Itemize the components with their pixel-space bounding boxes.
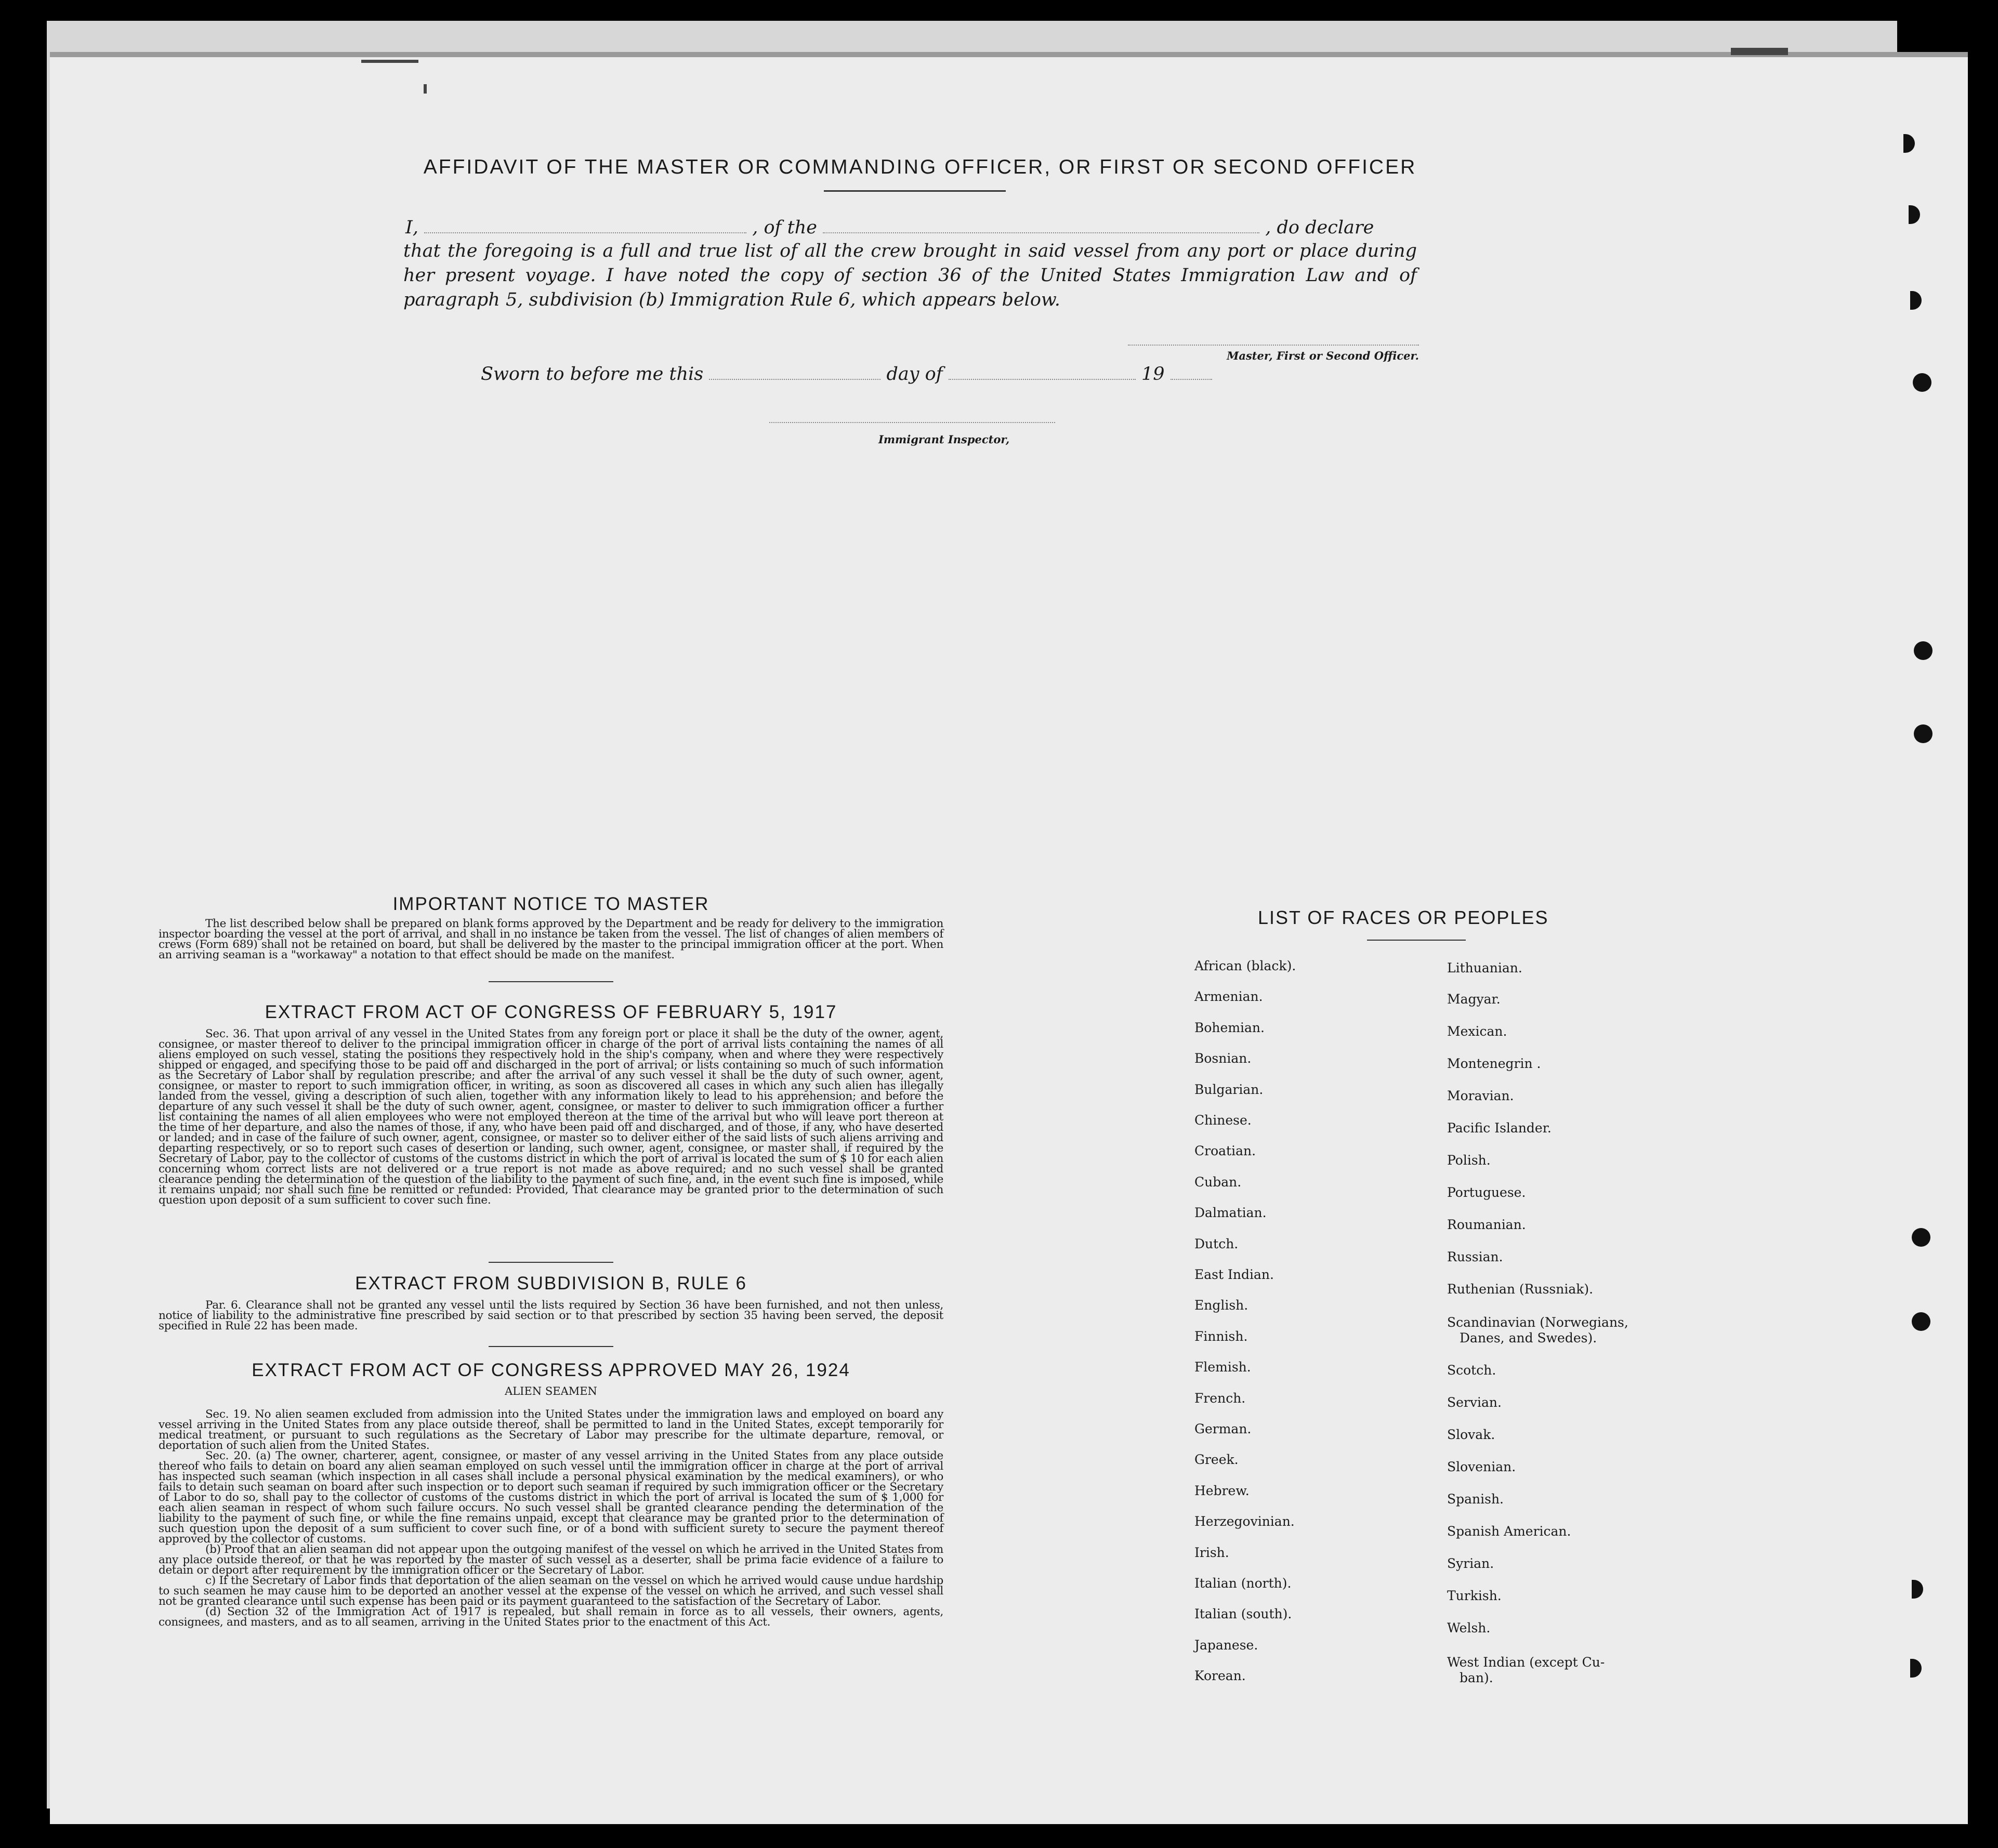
notice-title: IMPORTANT NOTICE TO MASTER [392, 894, 709, 914]
binder-hole [1914, 641, 1933, 660]
race-item: Servian. [1447, 1395, 1502, 1410]
race-item: Roumanian. [1447, 1217, 1526, 1232]
day-of-text: day of [886, 364, 943, 385]
race-item: Montenegrin . [1447, 1056, 1541, 1071]
race-item: Spanish American. [1447, 1524, 1571, 1539]
race-item: Welsh. [1447, 1620, 1491, 1635]
race-item: Herzegovinian. [1194, 1514, 1295, 1529]
race-item: Syrian. [1447, 1556, 1494, 1571]
race-item: Polish. [1447, 1153, 1491, 1168]
race-item: Italian (south). [1194, 1606, 1292, 1622]
race-item: Flemish. [1194, 1359, 1251, 1375]
affidavit-title-underline [824, 190, 1006, 192]
binder-hole [1913, 373, 1931, 392]
rule6-title: EXTRACT FROM SUBDIVISION B, RULE 6 [355, 1273, 747, 1293]
race-item: Pacific Islander. [1447, 1120, 1552, 1136]
extract-1924-title: EXTRACT FROM ACT OF CONGRESS APPROVED MAY 26, 1924 [252, 1360, 850, 1380]
affidavit-do-declare: , do declare [1265, 217, 1374, 238]
race-item: Moravian. [1447, 1088, 1514, 1103]
race-item: Russian. [1447, 1249, 1503, 1264]
race-item: Cuban. [1194, 1174, 1242, 1190]
extract-1917-divider [489, 1262, 613, 1263]
vessel-name-field[interactable] [823, 232, 1259, 233]
race-item: Italian (north). [1194, 1576, 1292, 1591]
race-item: Danes, and Swedes). [1460, 1330, 1597, 1345]
notice-body [159, 919, 943, 960]
race-item: German. [1194, 1421, 1252, 1436]
sec19-text: Sec. 19. No alien seamen excluded from admission into the United States under the immigration laws and employed on board any vessel arriving in the United States from any place outside thereof, shall be permitted to land in the United States, except temporarily for medical treatment, or pursuant to such regulations as the Secretary of Labor may prescribe for the ultimate departure, removal, or deportation of such alien from the United States. [159, 1408, 943, 1452]
sec20a-text: Sec. 20. (a) The owner, charterer, agent, consignee, or master of any vessel arriving in the United States from any place outside thereof who fails to detain on board any alien seaman employed on such vessel until the immigration officer in charge at the port of arrival has inspected such seaman (which inspection in all cases shall include a personal physical examination by the medical examiners), or who fails to detain such seaman on board after such inspection or to deport such seaman if required by such immigration officer or the Secretary of Labor to do so, shall pay to the collector of customs of the customs district in which the port of arrival is located the sum of $ 1,000 for each alien seaman in respect of whom such failure occurs. No such vessel shall be granted clearance pending the determination of the liability to the payment of such fine, or while the fine remains unpaid, except that clearance may be granted prior to the determination of such question upon the deposit of a sum sufficient to cover such fine, or of a bond with sufficient surety to secure the payment thereof approved by the collector of customs. [159, 1449, 943, 1546]
notice-divider [489, 981, 613, 982]
race-item: Slovak. [1447, 1427, 1495, 1442]
sec20d-text: (d) Section 32 of the Immigration Act of 1917 is repealed, but shall remain in force as to all vessels, their owners, agents, consignees, and masters, and as to all seamen, arriving in the United States prior to the enactment of this Act. [159, 1605, 943, 1629]
extract-1917-title: EXTRACT FROM ACT OF CONGRESS OF FEBRUARY 5, 1917 [265, 1002, 837, 1022]
ink-mark [1731, 48, 1788, 55]
race-item: West Indian (except Cu- [1447, 1655, 1605, 1670]
sworn-day-field[interactable] [709, 379, 880, 380]
races-title-underline [1367, 940, 1466, 941]
ink-mark [361, 60, 418, 63]
affidavit-first-line [405, 217, 1424, 238]
race-item: African (black). [1194, 958, 1296, 973]
affidavit-title: AFFIDAVIT OF THE MASTER OR COMMANDING OFFICER, OR FIRST OR SECOND OFFICER [423, 156, 1417, 178]
race-item: Croatian. [1194, 1143, 1256, 1159]
race-item: Magyar. [1447, 992, 1501, 1007]
race-item: Mexican. [1447, 1024, 1507, 1039]
race-item: Scandinavian (Norwegians, [1447, 1315, 1628, 1330]
race-item: Greek. [1194, 1452, 1239, 1468]
ink-mark [424, 84, 427, 94]
rule6-divider [489, 1346, 613, 1347]
sworn-line [481, 364, 1212, 385]
inspector-signature-line[interactable] [769, 422, 1055, 423]
affidavit-i: I, [405, 217, 418, 238]
race-item: Armenian. [1194, 989, 1263, 1005]
race-item: Japanese. [1194, 1637, 1258, 1653]
extract-1917-body [159, 1029, 943, 1206]
sworn-text: Sworn to before me this [481, 364, 704, 385]
sworn-year-field[interactable] [1171, 379, 1212, 380]
signature-line[interactable] [1128, 345, 1419, 346]
races-title: LIST OF RACES OR PEOPLES [1258, 907, 1549, 928]
binder-hole [1914, 724, 1933, 743]
race-item: Portuguese. [1447, 1185, 1526, 1200]
race-item: Slovenian. [1447, 1459, 1516, 1474]
race-item: Chinese. [1194, 1113, 1252, 1128]
race-item: French. [1194, 1390, 1246, 1406]
race-item: Scotch. [1447, 1363, 1496, 1378]
sec20b-text: (b) Proof that an alien seaman did not appear upon the outgoing manifest of the vessel on which he arrived in the United States from any place outside thereof, or that he was reported by the master of such vessel as a deserter, shall be prima facie evidence of a failure to detain or deport after requirement by the immigration officer or the Secretary of Labor. [159, 1543, 943, 1577]
race-item: Ruthenian (Russniak). [1447, 1282, 1594, 1297]
race-item: Lithuanian. [1447, 960, 1522, 975]
year-prefix: 19 [1141, 364, 1165, 385]
race-item: Korean. [1194, 1668, 1246, 1684]
section-36-text: Sec. 36. That upon arrival of any vessel in the United States from any foreign port or place it shall be the duty of the owner, agent, consignee, or master thereof to deliver to the principal immigration officer in charge of the port of arrival lists containing the names of all aliens employed on such vessel, stating the positions they respectively hold in the ship's company, when and where they were respectively shipped or engaged, and specifying those to be paid off and discharged in the port of arrival; or lists containing so much of such information as the Secretary of Labor shall by regulation prescribe; and after the arrival of any such vessel it shall be the duty of such owner, agent, consignee, or master to report to such immigration officer, in writing, as soon as discovered all cases in which any such alien has illegally landed from the vessel, giving a description of such alien, together with any information likely to lead to his apprehension; and before the departure of any such vessel it shall be the duty of such owner, agent, consignee, or master to deliver to such immigration officer a further list containing the names of all alien employees who were not employed thereon at the time of the arrival but who will leave port thereon at the time of her departure, and also the names of those, if any, who have been paid off and discharged, and of those, if any, who have deserted or landed; and in case of the failure of such owner, agent, consignee, or master so to deliver either of the said lists of such aliens arriving and departing respectively, or so to report such cases of desertion or landing, such owner, agent, consignee, or master shall, if required by the Secretary of Labor, pay to the collector of customs of the customs district in which the port of arrival is located the sum of $ 10 for each alien concerning whom correct lists are not delivered or a true report is not made as above required; and no such vessel shall be granted clearance pending the determination of the question of the liability to the payment of such fine, and, in the event such fine is imposed, while it remains unpaid; nor shall such fine be remitted or refunded: Provided, That clearance may be granted prior to the determination of such question upon deposit of a sum sufficient to cover such fine. [159, 1027, 943, 1207]
sec20c-text: c) If the Secretary of Labor finds that deportation of the alien seaman on the vessel on which he arrived would cause undue hardship to such seamen he may cause him to be deported an another vessel at the expense of the vessel on which he arrived, and such vessel shall not be granted clearance until such expense has been paid or its payment guaranteed to the satisfaction of the Secretary of Labor. [159, 1574, 943, 1608]
race-item: Bosnian. [1194, 1051, 1252, 1066]
notice-paragraph: The list described below shall be prepared on blank forms approved by the Department and be ready for delivery to the immigration inspector boarding the vessel at the port of arrival, and shall in no instance be taken from the vessel. The list of changes of alien members of crews (Form 689) shall not be retained on board, but shall be delivered by the master to the principal immigration officer at the port. When an arriving seaman is a "workaway" a notation to that effect should be made on the manifest. [159, 917, 943, 961]
rule6-paragraph: Par. 6. Clearance shall not be granted any vessel until the lists required by Section 36 have been furnished, and not then unless, notice of liability to the administrative fine prescribed by said section or to that prescribed by section 35 having been served, the deposit specified in Rule 22 has been made. [159, 1299, 943, 1332]
race-item: Irish. [1194, 1545, 1229, 1560]
race-item: ban). [1460, 1670, 1493, 1685]
race-item: Turkish. [1447, 1588, 1502, 1603]
inspector-label: Immigrant Inspector, [878, 433, 1010, 446]
affidavit-of-the: , of the [752, 217, 817, 238]
race-item: English. [1194, 1298, 1248, 1313]
sworn-month-field[interactable] [949, 379, 1136, 380]
race-item: Bulgarian. [1194, 1081, 1264, 1097]
alien-seamen-subtitle: ALIEN SEAMEN [505, 1385, 597, 1397]
rule6-body [159, 1300, 943, 1331]
race-item: Finnish. [1194, 1328, 1248, 1344]
race-item: Bohemian. [1194, 1020, 1265, 1035]
race-item: Dalmatian. [1194, 1205, 1267, 1221]
extract-1924-body [159, 1409, 943, 1628]
binder-hole [1912, 1228, 1930, 1247]
signature-label: Master, First or Second Officer. [1227, 349, 1419, 362]
race-item: East Indian. [1194, 1267, 1274, 1282]
race-item: Hebrew. [1194, 1483, 1250, 1498]
binder-hole [1912, 1312, 1930, 1331]
master-name-field[interactable] [424, 232, 746, 233]
race-item: Dutch. [1194, 1236, 1239, 1251]
race-item: Spanish. [1447, 1491, 1504, 1507]
affidavit-body: that the foregoing is a full and true list of all the crew brought in said vessel from any port or place during her present voyage. I have noted the copy of section 36 of the United States Immigration Law and of paragraph 5, subdivision (b) Immigration Rule 6, which appears below. [403, 241, 1417, 310]
